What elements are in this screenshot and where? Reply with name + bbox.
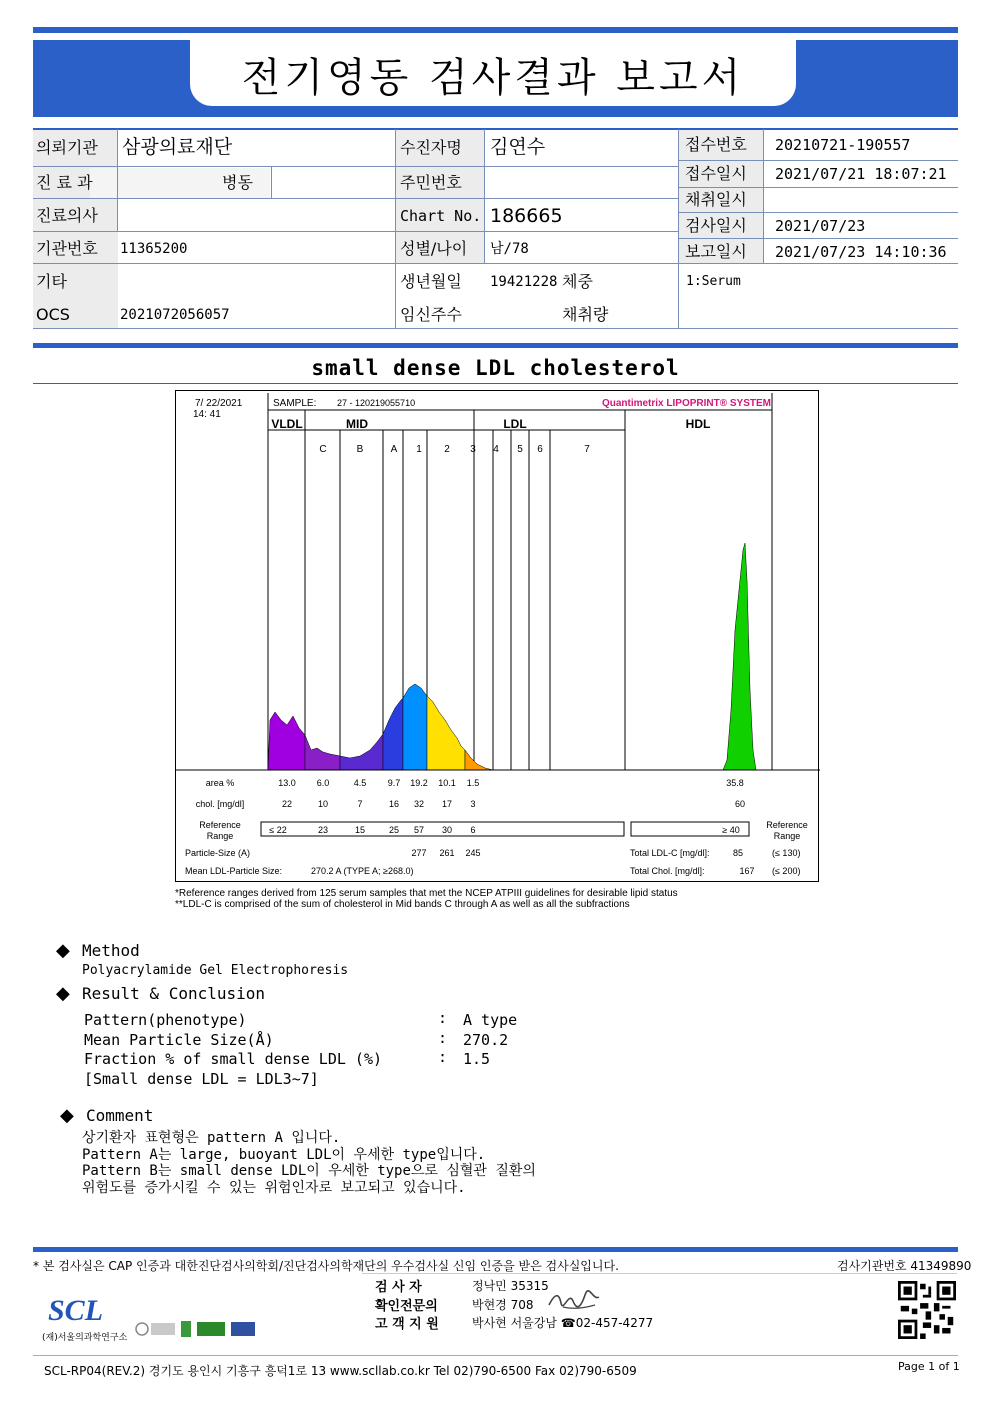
particle-value: 245 (465, 848, 481, 858)
chart-sample-value: 27 - 120219055710 (337, 398, 416, 408)
chol-value: 3 (470, 799, 476, 809)
label-bg-left (33, 129, 118, 328)
chart-label: Chart No. (400, 207, 482, 225)
band-label: C (319, 444, 327, 455)
chol-value: 7 (357, 799, 363, 809)
band-label: 7 (584, 444, 590, 455)
band-label: 1 (416, 444, 422, 455)
dept-value: 병동 (222, 173, 253, 192)
ref-value: 15 (354, 825, 366, 835)
comment-line: Pattern A는 large, buoyant LDL이 우세한 type입니다. (82, 1147, 486, 1163)
ocs-label: OCS (36, 305, 70, 324)
result-row-label: Fraction % of small dense LDL (%) (84, 1050, 383, 1068)
comment-line: 위험도를 증가시킬 수 있는 위험인자로 보고되고 있습니다. (82, 1180, 466, 1196)
particle-value: 277 (411, 848, 427, 858)
footer-bottom-line (33, 1355, 958, 1356)
footnote-1: *Reference ranges derived from 125 serum samples that met the NCEP ATPIII guidelines for desirable lipid status (175, 888, 678, 899)
inspector-label: 검 사 자 (375, 1280, 422, 1295)
group-label: MID (346, 417, 368, 431)
chart-sample-label: SAMPLE: (273, 398, 317, 409)
receipt-no-label: 접수번호 (685, 135, 747, 154)
receipt-date-label: 접수일시 (685, 164, 747, 183)
result-note: [Small dense LDL = LDL3~7] (84, 1070, 319, 1088)
band-label: A (390, 444, 398, 455)
diamond-icon: ◆ (56, 940, 70, 961)
chart-date: 7/ 22/2021 (195, 398, 243, 409)
chol-value: 22 (281, 799, 293, 809)
result-row-sep: : (438, 1009, 448, 1027)
lipoprint-chart (175, 390, 820, 882)
hdl-area-value: 35.8 (726, 778, 744, 788)
row-line (678, 212, 958, 213)
row-line (678, 187, 958, 188)
etc-label: 기타 (36, 272, 67, 291)
area-value: 10.1 (438, 778, 456, 788)
support-label: 고 객 지 원 (375, 1317, 439, 1332)
doctor-label: 진료의사 (36, 206, 98, 225)
ocs-value: 2021072056057 (120, 307, 230, 323)
ref-value: 23 (317, 825, 329, 835)
footnote-2: **LDL-C is comprised of the sum of cholesterol in Mid bands C through A as well as all the subfractions (175, 899, 630, 910)
inst-no-value: 11365200 (120, 241, 188, 257)
page-number: Page 1 of 1 (898, 1360, 960, 1373)
band-label: 6 (537, 444, 543, 455)
total-chol-value: 167 (739, 866, 755, 876)
volume-label: 채취량 (562, 305, 609, 324)
band-label: 3 (470, 444, 476, 455)
comment-line: 상기환자 표현형은 pattern A 입니다. (82, 1130, 341, 1146)
chol-value: 32 (413, 799, 425, 809)
area-value: 6.0 (316, 778, 330, 788)
group-label: VLDL (271, 417, 303, 431)
col-line (763, 129, 764, 263)
sexage-value: 남/78 (490, 241, 529, 257)
method-text: Polyacrylamide Gel Electrophoresis (82, 963, 349, 978)
total-chol-label: Total Chol. [mg/dl]: (630, 866, 705, 876)
band-label: B (356, 444, 364, 455)
col-line (395, 129, 396, 328)
chol-value: 10 (317, 799, 329, 809)
test-date-label: 검사일시 (685, 216, 747, 235)
inspector-value: 정낙민 35315 (472, 1279, 549, 1293)
dept-label: 진 료 과 (36, 173, 93, 192)
chol-value: 16 (388, 799, 400, 809)
area-value: 9.7 (387, 778, 401, 788)
row-line (33, 198, 678, 199)
row-line (678, 238, 958, 239)
col-line (271, 166, 272, 198)
patient-label: 수진자명 (400, 138, 462, 157)
registration-number: 검사기관번호 41349890 (837, 1259, 972, 1273)
section-title: small dense LDL cholesterol (311, 356, 680, 380)
specimen-value: 1:Serum (686, 274, 741, 289)
hdl-chol-value: 60 (734, 799, 746, 809)
ref-label-right-2: Range (773, 831, 801, 841)
band-area-l1 (403, 684, 427, 770)
patient-value: 김연수 (490, 136, 546, 158)
diamond-icon: ◆ (60, 1105, 74, 1126)
hdl-ref-value: ≥ 40 (722, 825, 740, 835)
total-ldl-label: Total LDL-C [mg/dl]: (630, 848, 710, 858)
mean-label: Mean LDL-Particle Size: (185, 866, 283, 876)
particle-value: 261 (439, 848, 455, 858)
result-row-value: 1.5 (463, 1050, 491, 1068)
row-line (678, 263, 958, 264)
dob-value: 19421228 (490, 274, 558, 290)
specialist-label: 확인전문의 (375, 1299, 438, 1314)
total-ldl-value: 85 (732, 848, 744, 858)
table-bottom-border (33, 328, 958, 329)
col-line (678, 129, 679, 328)
col-line (117, 129, 118, 231)
table-top-border (33, 128, 958, 130)
institution-label: 의뢰기관 (36, 138, 98, 157)
collect-label: 채취일시 (685, 190, 747, 209)
result-title: Result & Conclusion (82, 984, 266, 1003)
ref-value: ≤ 22 (269, 825, 287, 835)
col-line (484, 129, 485, 263)
result-row-value: A type (463, 1011, 518, 1029)
chol-label: chol. [mg/dl] (195, 799, 245, 809)
band-label: 5 (517, 444, 523, 455)
ref-label-right-1: Reference (766, 820, 808, 830)
result-row-sep: : (438, 1029, 448, 1047)
header-top-bar (33, 27, 958, 33)
institution-value: 삼광의료재단 (122, 136, 233, 158)
area-value: 1.5 (466, 778, 480, 788)
footer-band (33, 1247, 958, 1252)
area-value: 4.5 (353, 778, 367, 788)
total-chol-ref: (≤ 200) (772, 866, 801, 876)
footer-divider (362, 1273, 957, 1274)
sexage-label: 성별/나이 (400, 239, 468, 258)
qr-code-icon (898, 1281, 956, 1339)
receipt-no-value: 20210721-190557 (775, 136, 911, 154)
support-value: 박사현 서울강남 ☎02-457-4277 (472, 1316, 654, 1330)
signature-image (545, 1287, 603, 1313)
chart-value: 186665 (490, 205, 563, 227)
row-line (33, 263, 678, 264)
area-label: area % (205, 778, 235, 788)
company-address: SCL-RP04(REV.2) 경기도 용인시 기흥구 흥덕1로 13 www.scllab.co.kr Tel 02)790-6500 Fax 02)790-6509 (44, 1364, 637, 1378)
ref-value: 6 (470, 825, 476, 835)
chart-brand: Quantimetrix LIPOPRINT® SYSTEM (601, 398, 771, 409)
method-title: Method (82, 941, 140, 960)
comment-title: Comment (86, 1106, 154, 1125)
specialist-value: 박현경 708 (472, 1298, 534, 1312)
mean-value: 270.2 A (TYPE A; ≥268.0) (311, 866, 414, 876)
row-line (33, 231, 678, 232)
band-label: 4 (493, 444, 499, 455)
chol-value: 17 (441, 799, 453, 809)
report-date-label: 보고일시 (685, 242, 747, 261)
receipt-date-value: 2021/07/21 18:07:21 (775, 165, 947, 183)
group-label: LDL (503, 417, 527, 431)
comment-line: Pattern B는 small dense LDL이 우세한 type으로 심혈관 질환의 (82, 1163, 536, 1179)
scl-logo: SCL (48, 1294, 104, 1327)
chart-time: 14: 41 (193, 409, 221, 420)
area-value: 19.2 (410, 778, 428, 788)
accreditation-logos (133, 1316, 258, 1342)
ref-value: 30 (441, 825, 453, 835)
ref-value: 25 (388, 825, 400, 835)
ref-value: 57 (413, 825, 425, 835)
result-row-sep: : (438, 1048, 448, 1066)
inst-no-label: 기관번호 (36, 239, 98, 258)
ref-label-line2: Range (206, 831, 234, 841)
result-row-label: Pattern(phenotype) (84, 1011, 247, 1029)
dob-label: 생년월일 (400, 272, 462, 291)
test-date-value: 2021/07/23 (775, 217, 866, 235)
certification-text: * 본 검사실은 CAP 인증과 대한진단검사의학회/진단검사의학재단의 우수검사실 신임 인증을 받은 검사실입니다. (33, 1259, 619, 1273)
area-value: 13.0 (278, 778, 296, 788)
result-row-value: 270.2 (463, 1031, 509, 1049)
result-row-label: Mean Particle Size(Å) (84, 1031, 274, 1049)
rrn-label: 주민번호 (400, 173, 462, 192)
chart-frame (176, 391, 819, 882)
pregnancy-label: 임신주수 (400, 305, 462, 324)
ref-label-line1: Reference (199, 820, 241, 830)
band-label: 2 (444, 444, 450, 455)
row-line (33, 166, 678, 167)
page-title: 전기영동 검사결과 보고서 (241, 55, 745, 101)
report-date-value: 2021/07/23 14:10:36 (775, 243, 947, 261)
section-divider (33, 383, 958, 384)
total-ldl-ref: (≤ 130) (772, 848, 801, 858)
weight-label: 체중 (562, 272, 593, 291)
group-label: HDL (685, 417, 711, 431)
particle-label: Particle-Size (A) (185, 848, 251, 858)
scl-logo-subtitle: (재)서울의과학연구소 (42, 1333, 128, 1343)
diamond-icon: ◆ (56, 983, 70, 1004)
row-line (678, 160, 958, 161)
section-band (33, 343, 958, 348)
